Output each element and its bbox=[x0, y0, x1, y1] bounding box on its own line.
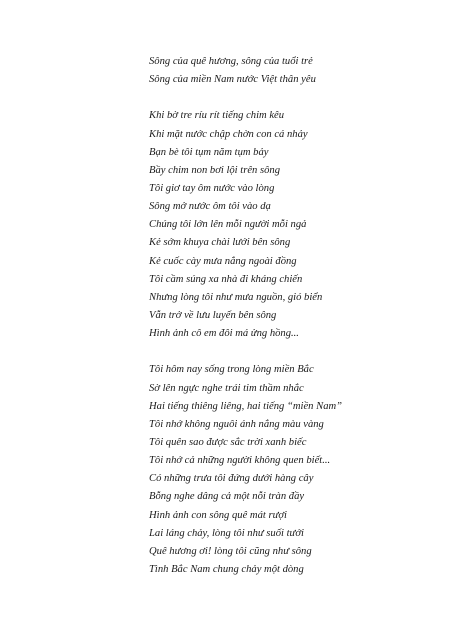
poem-line: Tôi quên sao được sắc trời xanh biếc bbox=[149, 436, 307, 448]
poem-line: Kẻ cuốc cày mưa nắng ngoài đồng bbox=[149, 255, 297, 267]
poem-line: Nhưng lòng tôi như mưa nguồn, gió biển bbox=[149, 291, 323, 303]
poem-line: Hình ảnh cô em đôi má ửng hồng... bbox=[149, 328, 299, 340]
stanza-divider bbox=[149, 89, 439, 107]
stanza-divider bbox=[149, 343, 439, 361]
poem-line: Tôi nhớ không nguôi ánh nắng màu vàng bbox=[149, 418, 324, 430]
poem-line: Hình ảnh con sông quê mát rượi bbox=[149, 509, 287, 521]
poem-line: Tôi cầm súng xa nhà đi kháng chiến bbox=[149, 273, 303, 285]
poem-line: Có những trưa tôi đứng dưới hàng cây bbox=[149, 473, 314, 485]
poem-line: Quê hương ơi! lòng tôi cũng như sông bbox=[149, 545, 312, 557]
poem-line: Vẫn trở về lưu luyến bên sông bbox=[149, 309, 277, 321]
poem-line: Sờ lên ngực nghe trái tim thầm nhắc bbox=[149, 382, 304, 394]
stanza-3 bbox=[149, 361, 439, 579]
poem-line: Tình Bắc Nam chung chảy một dòng bbox=[149, 563, 304, 575]
poem-line: Bạn bè tôi tụm năm tụm bảy bbox=[149, 146, 269, 158]
poem-line: Tôi giơ tay ôm nước vào lòng bbox=[149, 182, 275, 194]
poem-line: Sông của miền Nam nước Việt thân yêu bbox=[149, 74, 316, 86]
poem-line: Bỗng nghe dâng cả một nỗi tràn đầy bbox=[149, 491, 305, 503]
poem-line: Sông mở nước ôm tôi vào dạ bbox=[149, 201, 271, 213]
poem bbox=[149, 53, 439, 579]
poem-line: Bầy chim non bơi lội trên sông bbox=[149, 164, 280, 176]
poem-line: Chúng tôi lớn lên mỗi người mỗi ngả bbox=[149, 219, 307, 231]
poem-line: Tôi hôm nay sống trong lòng miền Bắc bbox=[149, 364, 314, 376]
poem-line: Tôi nhớ cả những người không quen biết... bbox=[149, 455, 331, 467]
stanza-2 bbox=[149, 107, 439, 343]
stanza-1 bbox=[149, 53, 439, 89]
poem-line: Khi bờ tre ríu rít tiếng chim kêu bbox=[149, 110, 285, 122]
poem-line: Khi mặt nước chập chờn con cá nhảy bbox=[149, 128, 308, 140]
poem-line: Hai tiếng thiêng liêng, hai tiếng “miền Nam” bbox=[149, 400, 343, 412]
poem-line: Lai láng chảy, lòng tôi như suối tưới bbox=[149, 527, 304, 539]
poem-line: Kẻ sớm khuya chài lưới bên sông bbox=[149, 237, 291, 249]
poem-line: Sông của quê hương, sông của tuổi trẻ bbox=[149, 56, 313, 67]
